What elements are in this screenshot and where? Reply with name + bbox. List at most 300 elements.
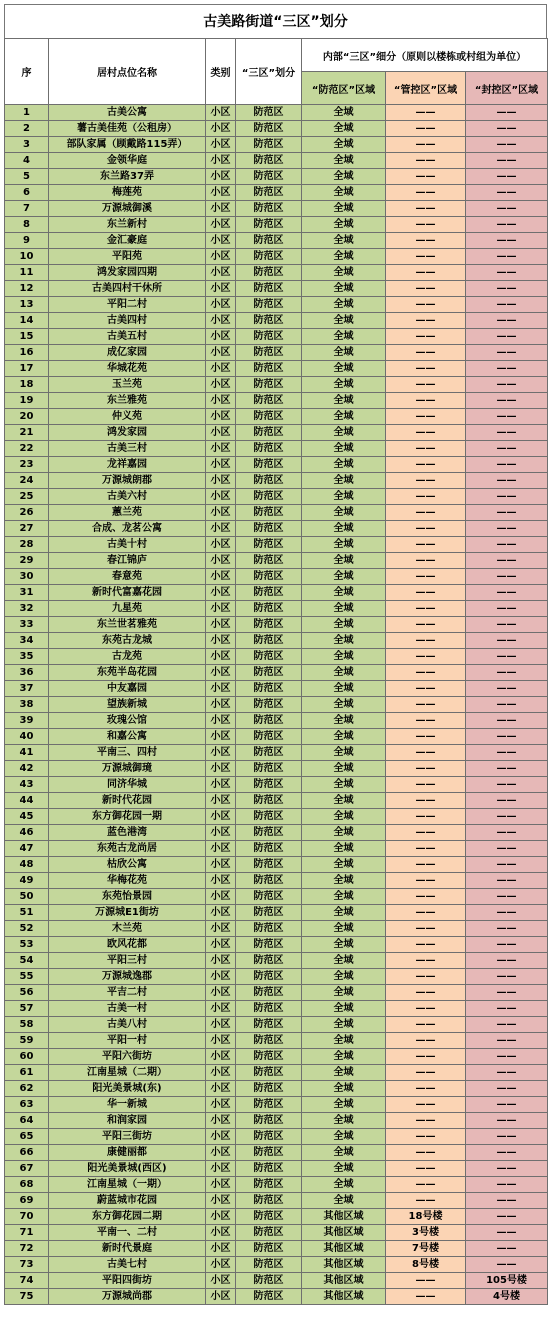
table-row — [5, 825, 548, 841]
row-name: 万源城御溪 — [49, 201, 206, 217]
row-guan: —— — [386, 489, 466, 505]
row-zone: 防范区 — [236, 617, 302, 633]
row-feng: —— — [466, 1193, 548, 1209]
row-feng: —— — [466, 377, 548, 393]
table-row — [5, 921, 548, 937]
row-index: 56 — [5, 985, 49, 1001]
row-type: 小区 — [206, 729, 236, 745]
row-name: 平吉二村 — [49, 985, 206, 1001]
row-index: 54 — [5, 953, 49, 969]
row-guan: —— — [386, 233, 466, 249]
row-fang: 全域 — [302, 777, 386, 793]
row-guan: —— — [386, 969, 466, 985]
row-type: 小区 — [206, 169, 236, 185]
row-index: 29 — [5, 553, 49, 569]
row-type: 小区 — [206, 1241, 236, 1257]
row-name: 东兰新村 — [49, 217, 206, 233]
row-type: 小区 — [206, 281, 236, 297]
row-name: 新时代景庭 — [49, 1241, 206, 1257]
row-zone: 防范区 — [236, 809, 302, 825]
row-zone: 防范区 — [236, 201, 302, 217]
row-fang: 全域 — [302, 569, 386, 585]
row-index: 37 — [5, 681, 49, 697]
row-feng: —— — [466, 729, 548, 745]
row-feng: 105号楼 — [466, 1273, 548, 1289]
row-name: 九星苑 — [49, 601, 206, 617]
table-row — [5, 697, 548, 713]
table-row — [5, 425, 548, 441]
row-name: 平南一、二村 — [49, 1225, 206, 1241]
row-feng: 4号楼 — [466, 1289, 548, 1305]
row-feng: —— — [466, 633, 548, 649]
row-name: 和嘉公寓 — [49, 729, 206, 745]
row-name: 欧风花都 — [49, 937, 206, 953]
row-feng: —— — [466, 969, 548, 985]
row-feng: —— — [466, 393, 548, 409]
table-row — [5, 489, 548, 505]
table-row — [5, 393, 548, 409]
row-index: 72 — [5, 1241, 49, 1257]
row-name: 华城花苑 — [49, 361, 206, 377]
row-type: 小区 — [206, 1209, 236, 1225]
table-row — [5, 297, 548, 313]
row-name: 东兰世茗雅苑 — [49, 617, 206, 633]
row-type: 小区 — [206, 217, 236, 233]
row-guan: —— — [386, 793, 466, 809]
row-index: 46 — [5, 825, 49, 841]
row-index: 13 — [5, 297, 49, 313]
row-zone: 防范区 — [236, 249, 302, 265]
row-index: 19 — [5, 393, 49, 409]
table-row — [5, 409, 548, 425]
row-feng: —— — [466, 1161, 548, 1177]
row-index: 58 — [5, 1017, 49, 1033]
row-feng: —— — [466, 121, 548, 137]
row-guan: —— — [386, 1001, 466, 1017]
row-zone: 防范区 — [236, 441, 302, 457]
row-guan: 18号楼 — [386, 1209, 466, 1225]
row-guan: —— — [386, 809, 466, 825]
row-guan: —— — [386, 441, 466, 457]
table-row — [5, 745, 548, 761]
row-zone: 防范区 — [236, 585, 302, 601]
row-name: 江南星城（一期） — [49, 1177, 206, 1193]
header-index: 序 — [5, 39, 49, 105]
row-zone: 防范区 — [236, 969, 302, 985]
row-name: 万源城朗郡 — [49, 473, 206, 489]
row-zone: 防范区 — [236, 1177, 302, 1193]
row-index: 36 — [5, 665, 49, 681]
row-zone: 防范区 — [236, 729, 302, 745]
row-zone: 防范区 — [236, 1049, 302, 1065]
row-type: 小区 — [206, 985, 236, 1001]
row-fang: 其他区域 — [302, 1241, 386, 1257]
row-guan: —— — [386, 105, 466, 121]
row-index: 40 — [5, 729, 49, 745]
row-zone: 防范区 — [236, 1033, 302, 1049]
row-type: 小区 — [206, 377, 236, 393]
row-type: 小区 — [206, 345, 236, 361]
row-zone: 防范区 — [236, 1257, 302, 1273]
row-zone: 防范区 — [236, 1113, 302, 1129]
row-fang: 全域 — [302, 585, 386, 601]
table-row — [5, 345, 548, 361]
table-row — [5, 793, 548, 809]
row-guan: —— — [386, 249, 466, 265]
row-name: 鸿发家园 — [49, 425, 206, 441]
row-fang: 其他区域 — [302, 1209, 386, 1225]
row-guan: —— — [386, 137, 466, 153]
row-guan: —— — [386, 1289, 466, 1305]
row-guan: —— — [386, 665, 466, 681]
row-zone: 防范区 — [236, 105, 302, 121]
table-row — [5, 1081, 548, 1097]
row-type: 小区 — [206, 1113, 236, 1129]
row-type: 小区 — [206, 681, 236, 697]
row-guan: 8号楼 — [386, 1257, 466, 1273]
row-index: 49 — [5, 873, 49, 889]
row-zone: 防范区 — [236, 281, 302, 297]
table-row — [5, 729, 548, 745]
row-name: 蓝色港湾 — [49, 825, 206, 841]
table-row — [5, 201, 548, 217]
row-type: 小区 — [206, 617, 236, 633]
row-feng: —— — [466, 361, 548, 377]
row-name: 中友嘉园 — [49, 681, 206, 697]
row-guan: —— — [386, 681, 466, 697]
row-zone: 防范区 — [236, 1081, 302, 1097]
row-name: 东方御花园二期 — [49, 1209, 206, 1225]
row-name: 古美三村 — [49, 441, 206, 457]
row-guan: —— — [386, 697, 466, 713]
row-fang: 全域 — [302, 1161, 386, 1177]
row-index: 30 — [5, 569, 49, 585]
row-fang: 全域 — [302, 281, 386, 297]
row-zone: 防范区 — [236, 985, 302, 1001]
row-index: 41 — [5, 745, 49, 761]
row-type: 小区 — [206, 1257, 236, 1273]
row-guan: —— — [386, 761, 466, 777]
row-type: 小区 — [206, 393, 236, 409]
row-guan: —— — [386, 313, 466, 329]
row-fang: 全域 — [302, 1065, 386, 1081]
row-type: 小区 — [206, 457, 236, 473]
row-fang: 全域 — [302, 457, 386, 473]
row-index: 38 — [5, 697, 49, 713]
row-fang: 全域 — [302, 345, 386, 361]
row-zone: 防范区 — [236, 505, 302, 521]
row-zone: 防范区 — [236, 217, 302, 233]
row-index: 32 — [5, 601, 49, 617]
row-fang: 全域 — [302, 489, 386, 505]
row-feng: —— — [466, 105, 548, 121]
row-feng: —— — [466, 505, 548, 521]
page-title: 古美路街道“三区”划分 — [4, 4, 547, 38]
row-index: 43 — [5, 777, 49, 793]
row-zone: 防范区 — [236, 601, 302, 617]
row-zone: 防范区 — [236, 1017, 302, 1033]
row-feng: —— — [466, 761, 548, 777]
row-type: 小区 — [206, 953, 236, 969]
table-row — [5, 1097, 548, 1113]
row-name: 古美八村 — [49, 1017, 206, 1033]
table-row — [5, 1017, 548, 1033]
row-guan: —— — [386, 873, 466, 889]
row-index: 27 — [5, 521, 49, 537]
row-fang: 全域 — [302, 521, 386, 537]
row-index: 22 — [5, 441, 49, 457]
row-name: 平南三、四村 — [49, 745, 206, 761]
row-name: 华一新城 — [49, 1097, 206, 1113]
row-feng: —— — [466, 1113, 548, 1129]
row-guan: —— — [386, 425, 466, 441]
row-index: 64 — [5, 1113, 49, 1129]
row-guan: —— — [386, 569, 466, 585]
row-index: 48 — [5, 857, 49, 873]
row-name: 春意苑 — [49, 569, 206, 585]
row-fang: 全域 — [302, 505, 386, 521]
table-row — [5, 1145, 548, 1161]
row-fang: 全域 — [302, 617, 386, 633]
row-name: 东苑古龙尚居 — [49, 841, 206, 857]
row-type: 小区 — [206, 1017, 236, 1033]
row-index: 17 — [5, 361, 49, 377]
row-name: 平阳六街坊 — [49, 1049, 206, 1065]
row-fang: 全域 — [302, 185, 386, 201]
row-fang: 全域 — [302, 137, 386, 153]
row-zone: 防范区 — [236, 857, 302, 873]
row-guan: —— — [386, 553, 466, 569]
row-fang: 全域 — [302, 1129, 386, 1145]
row-index: 8 — [5, 217, 49, 233]
row-type: 小区 — [206, 873, 236, 889]
row-feng: —— — [466, 489, 548, 505]
table-row — [5, 265, 548, 281]
row-name: 新时代花园 — [49, 793, 206, 809]
zone-table — [4, 38, 548, 1305]
row-fang: 全域 — [302, 665, 386, 681]
row-type: 小区 — [206, 841, 236, 857]
row-feng: —— — [466, 601, 548, 617]
row-name: 古美六村 — [49, 489, 206, 505]
row-feng: —— — [466, 1001, 548, 1017]
row-zone: 防范区 — [236, 185, 302, 201]
row-name: 古美五村 — [49, 329, 206, 345]
row-feng: —— — [466, 1065, 548, 1081]
row-feng: —— — [466, 745, 548, 761]
row-guan: —— — [386, 393, 466, 409]
row-name: 平阳苑 — [49, 249, 206, 265]
row-index: 14 — [5, 313, 49, 329]
table-row — [5, 1209, 548, 1225]
row-name: 东兰路37弄 — [49, 169, 206, 185]
row-type: 小区 — [206, 857, 236, 873]
table-row — [5, 1049, 548, 1065]
row-name: 万源城御璄 — [49, 761, 206, 777]
table-row — [5, 969, 548, 985]
row-guan: —— — [386, 617, 466, 633]
row-fang: 全域 — [302, 217, 386, 233]
row-fang: 全域 — [302, 153, 386, 169]
table-row — [5, 1161, 548, 1177]
row-guan: —— — [386, 1065, 466, 1081]
row-fang: 全域 — [302, 233, 386, 249]
row-index: 18 — [5, 377, 49, 393]
row-type: 小区 — [206, 889, 236, 905]
row-zone: 防范区 — [236, 905, 302, 921]
row-feng: —— — [466, 985, 548, 1001]
row-name: 新时代富嘉花园 — [49, 585, 206, 601]
row-fang: 全域 — [302, 1097, 386, 1113]
row-guan: —— — [386, 505, 466, 521]
row-type: 小区 — [206, 1097, 236, 1113]
row-fang: 全域 — [302, 985, 386, 1001]
row-feng: —— — [466, 873, 548, 889]
row-fang: 全域 — [302, 425, 386, 441]
row-guan: —— — [386, 377, 466, 393]
row-zone: 防范区 — [236, 553, 302, 569]
header-type: 类别 — [206, 39, 236, 105]
row-fang: 全域 — [302, 393, 386, 409]
table-body — [5, 105, 548, 1305]
row-name: 万源城E1街坊 — [49, 905, 206, 921]
row-type: 小区 — [206, 713, 236, 729]
row-guan: —— — [386, 1177, 466, 1193]
row-feng: —— — [466, 217, 548, 233]
row-type: 小区 — [206, 585, 236, 601]
row-type: 小区 — [206, 761, 236, 777]
row-zone: 防范区 — [236, 393, 302, 409]
row-index: 71 — [5, 1225, 49, 1241]
table-row — [5, 1257, 548, 1273]
row-type: 小区 — [206, 1193, 236, 1209]
row-index: 60 — [5, 1049, 49, 1065]
row-index: 31 — [5, 585, 49, 601]
row-name: 春江锦庐 — [49, 553, 206, 569]
row-index: 26 — [5, 505, 49, 521]
row-fang: 全域 — [302, 377, 386, 393]
row-index: 3 — [5, 137, 49, 153]
row-type: 小区 — [206, 441, 236, 457]
row-type: 小区 — [206, 185, 236, 201]
row-guan: —— — [386, 1097, 466, 1113]
row-guan: —— — [386, 1049, 466, 1065]
row-index: 75 — [5, 1289, 49, 1305]
row-feng: —— — [466, 697, 548, 713]
row-name: 阳光美景城(西区) — [49, 1161, 206, 1177]
row-feng: —— — [466, 905, 548, 921]
table-row — [5, 137, 548, 153]
row-index: 25 — [5, 489, 49, 505]
row-zone: 防范区 — [236, 841, 302, 857]
row-type: 小区 — [206, 265, 236, 281]
row-zone: 防范区 — [236, 665, 302, 681]
row-index: 63 — [5, 1097, 49, 1113]
row-guan: —— — [386, 953, 466, 969]
row-guan: —— — [386, 1081, 466, 1097]
row-guan: —— — [386, 121, 466, 137]
row-type: 小区 — [206, 473, 236, 489]
row-index: 73 — [5, 1257, 49, 1273]
row-index: 44 — [5, 793, 49, 809]
table-row — [5, 1129, 548, 1145]
table-row — [5, 169, 548, 185]
row-feng: —— — [466, 153, 548, 169]
row-type: 小区 — [206, 425, 236, 441]
row-fang: 全域 — [302, 729, 386, 745]
row-index: 67 — [5, 1161, 49, 1177]
row-index: 53 — [5, 937, 49, 953]
row-feng: —— — [466, 569, 548, 585]
row-zone: 防范区 — [236, 921, 302, 937]
table-row — [5, 457, 548, 473]
row-name: 平阳四街坊 — [49, 1273, 206, 1289]
row-fang: 全域 — [302, 1145, 386, 1161]
row-guan: —— — [386, 361, 466, 377]
row-name: 部队家属（顾戴路115弄） — [49, 137, 206, 153]
row-index: 61 — [5, 1065, 49, 1081]
row-zone: 防范区 — [236, 233, 302, 249]
table-row — [5, 617, 548, 633]
row-zone: 防范区 — [236, 137, 302, 153]
row-feng: —— — [466, 441, 548, 457]
row-guan: —— — [386, 649, 466, 665]
row-type: 小区 — [206, 313, 236, 329]
table-row — [5, 777, 548, 793]
row-fang: 全域 — [302, 361, 386, 377]
row-feng: —— — [466, 409, 548, 425]
row-feng: —— — [466, 825, 548, 841]
row-index: 23 — [5, 457, 49, 473]
row-name: 鸿发家园四期 — [49, 265, 206, 281]
row-name: 梅莲苑 — [49, 185, 206, 201]
row-name: 玉兰苑 — [49, 377, 206, 393]
row-fang: 全域 — [302, 873, 386, 889]
table-row — [5, 1193, 548, 1209]
row-zone: 防范区 — [236, 1193, 302, 1209]
row-name: 平阳二村 — [49, 297, 206, 313]
row-name: 古美一村 — [49, 1001, 206, 1017]
row-feng: —— — [466, 281, 548, 297]
row-feng: —— — [466, 329, 548, 345]
row-fang: 全域 — [302, 1177, 386, 1193]
row-zone: 防范区 — [236, 537, 302, 553]
row-zone: 防范区 — [236, 521, 302, 537]
row-name: 古美十村 — [49, 537, 206, 553]
row-index: 57 — [5, 1001, 49, 1017]
row-name: 古美四村干休所 — [49, 281, 206, 297]
table-row — [5, 681, 548, 697]
row-type: 小区 — [206, 649, 236, 665]
row-type: 小区 — [206, 1033, 236, 1049]
row-index: 69 — [5, 1193, 49, 1209]
table-row — [5, 441, 548, 457]
row-guan: —— — [386, 537, 466, 553]
row-name: 蕙兰苑 — [49, 505, 206, 521]
row-type: 小区 — [206, 1225, 236, 1241]
row-fang: 全域 — [302, 441, 386, 457]
row-feng: —— — [466, 1145, 548, 1161]
row-type: 小区 — [206, 105, 236, 121]
row-fang: 全域 — [302, 297, 386, 313]
row-fang: 全域 — [302, 265, 386, 281]
table-row — [5, 153, 548, 169]
table-row — [5, 313, 548, 329]
row-type: 小区 — [206, 1177, 236, 1193]
table-row — [5, 937, 548, 953]
row-type: 小区 — [206, 537, 236, 553]
row-zone: 防范区 — [236, 425, 302, 441]
